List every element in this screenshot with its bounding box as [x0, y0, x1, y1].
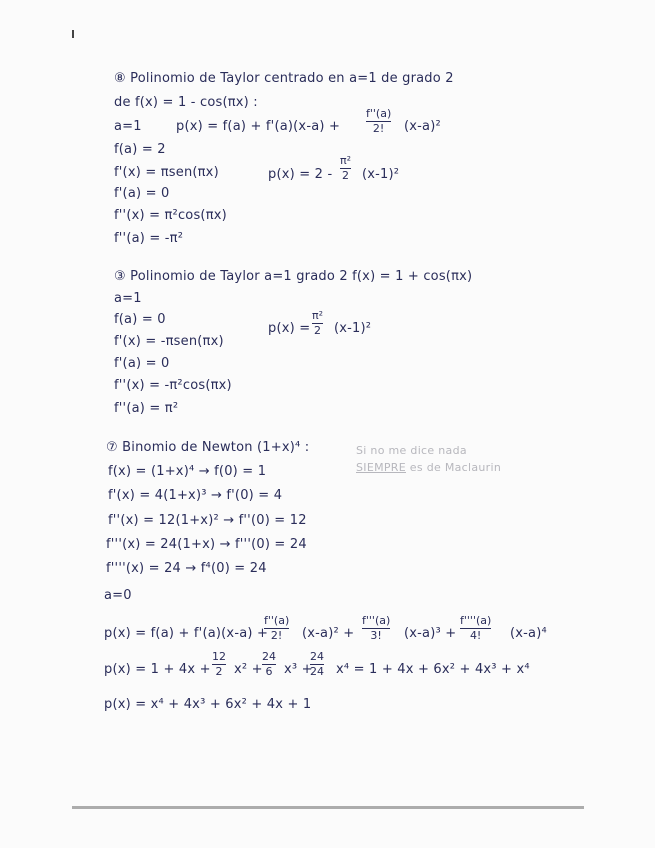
- frac-denominator: 2!: [270, 629, 283, 642]
- sec7-gen-p2: (x-a)² +: [302, 626, 355, 641]
- sec7-sub-p2: x² +: [234, 662, 263, 677]
- sec3-f1-a: f'(a) = 0: [114, 356, 170, 371]
- sec7-gen-p4: (x-a)⁴: [510, 626, 547, 641]
- sec7-a: a=0: [104, 588, 132, 603]
- sec3-result-fraction: [312, 310, 323, 337]
- sec7-final: p(x) = x⁴ + 4x³ + 6x² + 4x + 1: [104, 697, 312, 712]
- sec3-f1: f'(x) = -πsen(πx): [114, 334, 224, 349]
- sec8-f-a: f(a) = 2: [114, 142, 166, 157]
- frac-denominator: 3!: [370, 629, 382, 642]
- sec8-subtitle: de f(x) = 1 - cos(πx) :: [114, 95, 258, 110]
- sec7-l5: f''''(x) = 24 → f⁴(0) = 24: [106, 561, 267, 576]
- sec3-f-a: f(a) = 0: [114, 312, 166, 327]
- sec7-gen-p1: p(x) = f(a) + f'(a)(x-a) +: [104, 626, 269, 641]
- frac-numerator: 24: [262, 650, 276, 663]
- sec3-a: a=1: [114, 291, 142, 306]
- sec3-result-prefix: p(x) =: [268, 321, 311, 336]
- scan-bottom-edge: [72, 806, 584, 809]
- sec8-result-suffix: (x-1)²: [362, 167, 400, 182]
- sec7-gen-frac3: [460, 615, 491, 642]
- sec7-sub-frac2: [262, 651, 276, 678]
- sec7-l4: f'''(x) = 24(1+x) → f'''(0) = 24: [106, 537, 307, 552]
- frac-denominator: 24: [310, 665, 324, 678]
- frac-numerator: f''(a): [366, 107, 392, 120]
- sec8-a: a=1: [114, 119, 142, 134]
- frac-numerator: f'''(a): [362, 614, 391, 627]
- frac-denominator: 6: [265, 665, 273, 678]
- note-rest: es de Maclaurin: [406, 461, 502, 474]
- frac-numerator: 12: [212, 650, 226, 663]
- sec8-f2-a: f''(a) = -π²: [114, 231, 184, 246]
- sec8-formula-fraction: [366, 108, 391, 135]
- frac-denominator: 2: [342, 169, 350, 182]
- sec3-f2: f''(x) = -π²cos(πx): [114, 378, 232, 393]
- sec8-result-fraction: [340, 155, 351, 182]
- sec8-title: ⑧ Polinomio de Taylor centrado en a=1 de grado 2: [114, 71, 454, 86]
- sec7-sub-frac3: [310, 651, 324, 678]
- sec7-title: ⑦ Binomio de Newton (1+x)⁴ :: [106, 440, 310, 455]
- sec3-result-suffix: (x-1)²: [334, 321, 372, 336]
- frac-numerator: f''(a): [264, 614, 290, 627]
- sec3-title: ③ Polinomio de Taylor a=1 grado 2 f(x) = 1 + cos(πx): [114, 269, 473, 284]
- sec8-formula-suffix: (x-a)²: [404, 119, 441, 134]
- frac-denominator: 4!: [469, 629, 482, 642]
- sec7-note-line2: [356, 461, 501, 474]
- sec8-result-prefix: p(x) = 2 -: [268, 167, 333, 182]
- scan-mark: [72, 30, 74, 38]
- sec7-sub-p1: p(x) = 1 + 4x +: [104, 662, 211, 677]
- sec7-sub-p3: x³ +: [284, 662, 313, 677]
- note-emphasis: SIEMPRE: [356, 461, 406, 474]
- sec7-gen-frac1: [264, 615, 289, 642]
- sec8-f1-a: f'(a) = 0: [114, 186, 170, 201]
- sec8-f1: f'(x) = πsen(πx): [114, 165, 219, 180]
- sec7-note-line1: Si no me dice nada: [356, 444, 467, 457]
- sec7-l3: f''(x) = 12(1+x)² → f''(0) = 12: [108, 513, 307, 528]
- frac-denominator: 2!: [372, 122, 385, 135]
- frac-numerator: 24: [310, 650, 324, 663]
- sec3-f2-a: f''(a) = π²: [114, 401, 179, 416]
- frac-denominator: 2: [314, 324, 322, 337]
- frac-numerator: π²: [340, 154, 352, 167]
- sec7-gen-frac2: [362, 615, 390, 642]
- sec8-formula-prefix: p(x) = f(a) + f'(a)(x-a) +: [176, 119, 341, 134]
- sec7-sub-frac1: [212, 651, 226, 678]
- frac-denominator: 2: [215, 665, 223, 678]
- sec7-l1: f(x) = (1+x)⁴ → f(0) = 1: [108, 464, 267, 479]
- sec8-f2: f''(x) = π²cos(πx): [114, 208, 227, 223]
- sec7-gen-p3: (x-a)³ +: [404, 626, 457, 641]
- frac-numerator: f''''(a): [460, 614, 492, 627]
- sec7-l2: f'(x) = 4(1+x)³ → f'(0) = 4: [108, 488, 283, 503]
- frac-numerator: π²: [312, 309, 324, 322]
- sec7-sub-p4: x⁴ = 1 + 4x + 6x² + 4x³ + x⁴: [336, 662, 530, 677]
